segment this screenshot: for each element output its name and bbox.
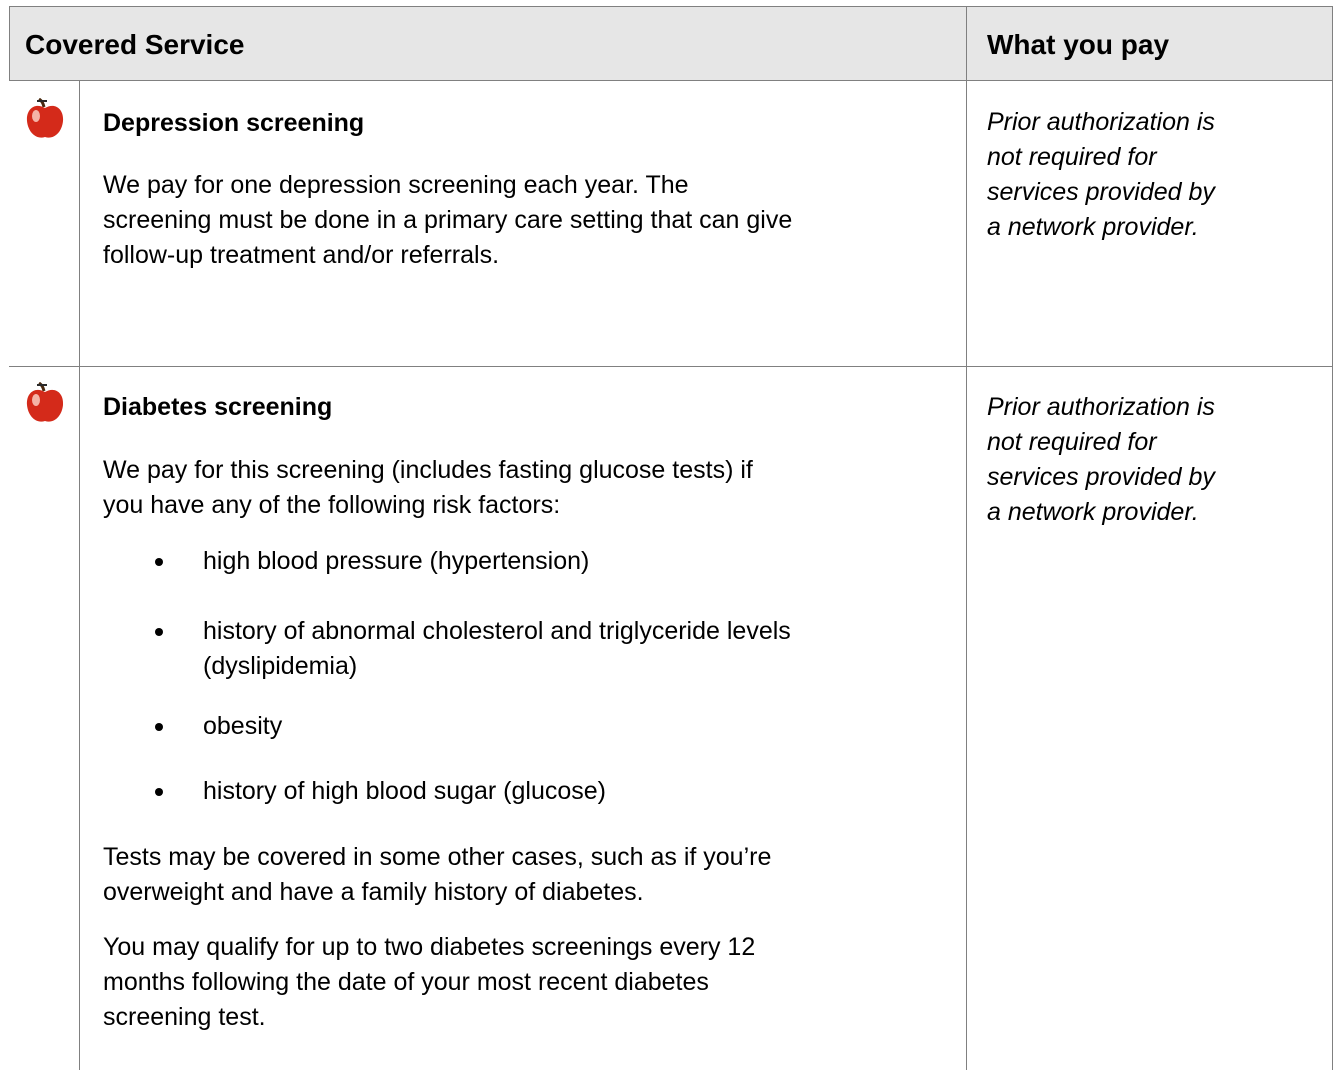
pay-note-depression	[987, 105, 1317, 245]
table-header	[9, 6, 1333, 81]
text-line: history of high blood sugar (glucose)	[203, 777, 607, 805]
text-line: overweight and have a family history of diabetes.	[103, 878, 644, 906]
text-line: Prior authorization is	[987, 108, 1215, 136]
diabetes-other-cases	[103, 840, 923, 910]
header-bottom-border	[9, 80, 1333, 81]
service-title-diabetes: Diabetes screening	[103, 393, 333, 421]
diabetes-frequency	[103, 930, 923, 1035]
header-what-you-pay: What you pay	[987, 29, 1170, 60]
text-line: screening must be done in a primary care setting that can give	[103, 206, 793, 234]
text-line: Tests may be covered in some other cases, such as if you’re	[103, 843, 772, 871]
bullet-icon	[155, 628, 163, 636]
text-line: We pay for one depression screening each year. The	[103, 171, 689, 199]
pay-note-diabetes	[987, 390, 1317, 530]
depression-description	[103, 168, 923, 273]
text-line: a network provider.	[987, 498, 1199, 526]
apple-icon	[25, 382, 65, 424]
table-top-border	[9, 6, 1333, 7]
header-covered-service: Covered Service	[25, 29, 245, 60]
text-line: (dyslipidemia)	[203, 652, 358, 680]
icon-column-divider	[79, 81, 80, 1070]
text-line: months following the date of your most recent diabetes	[103, 968, 709, 996]
text-line: not required for	[987, 143, 1157, 171]
text-line: screening test.	[103, 1003, 266, 1031]
bullet-icon	[155, 723, 163, 731]
table-left-border-header	[9, 6, 10, 81]
text-line: high blood pressure (hypertension)	[203, 547, 590, 575]
text-line: services provided by	[987, 463, 1215, 491]
pay-column-divider	[966, 6, 967, 1070]
bullet-icon	[155, 558, 163, 566]
bullet-icon	[155, 788, 163, 796]
apple-icon	[25, 98, 65, 140]
text-line: history of abnormal cholesterol and triglyceride levels	[203, 617, 791, 645]
benefits-table	[0, 6, 1333, 1070]
diabetes-intro	[103, 453, 923, 523]
service-title-depression: Depression screening	[103, 109, 365, 137]
text-line: You may qualify for up to two diabetes screenings every 12	[103, 933, 756, 961]
text-line: Prior authorization is	[987, 393, 1215, 421]
text-line: not required for	[987, 428, 1157, 456]
row-divider	[9, 366, 1333, 367]
text-line: obesity	[203, 712, 283, 740]
text-line: a network provider.	[987, 213, 1199, 241]
text-line: services provided by	[987, 178, 1215, 206]
text-line: We pay for this screening (includes fasting glucose tests) if	[103, 456, 753, 484]
text-line: follow-up treatment and/or referrals.	[103, 241, 500, 269]
text-line: you have any of the following risk factors:	[103, 491, 561, 519]
